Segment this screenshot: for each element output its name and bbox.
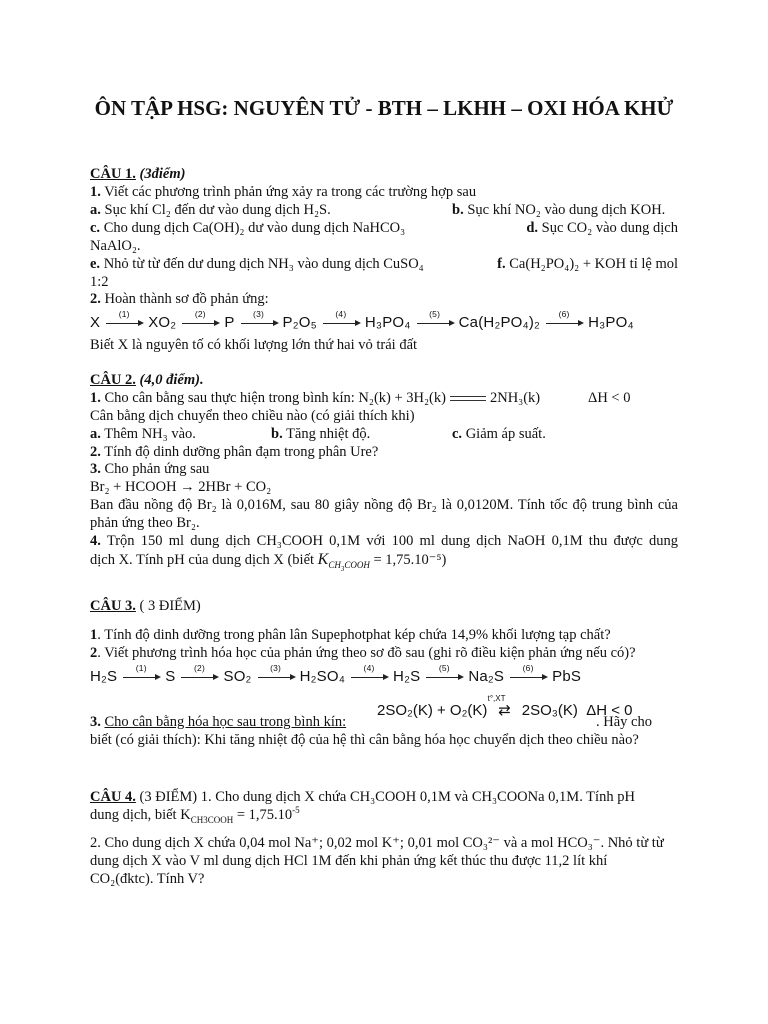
arrow-3: (3): [238, 314, 280, 331]
cau4-q1-b: dung dịch, biết $K_{CH3COOH} = 1,75.10^{-5}$: [90, 805, 300, 825]
cau1-q2: 2. Hoàn thành sơ đồ phản ứng:: [90, 291, 269, 307]
cau2-reaction: Br₂ + HCOOH → 2HBr + CO₂: [90, 479, 272, 495]
cau2-heading: CÂU 2. (4,0 điểm).: [90, 372, 204, 388]
cau1-scheme: X (1) XO₂ (2) P (3) P₂O₅ (4) H₃PO₄ (5) Ca(H₂PO₄)₂ (6) H₃PO₄: [90, 309, 634, 331]
cau3-q3-b: biết (có giải thích): Khi tăng nhiệt độ của hệ thì cân bằng hóa học chuyển dịch theo chiều nào?: [90, 732, 639, 748]
cau3-heading: CÂU 3. ( 3 ĐIỂM): [90, 598, 201, 614]
cau1-heading: [90, 166, 678, 183]
equilibrium-arrow: [450, 395, 486, 403]
page-title: ÔN TẬP HSG: NGUYÊN TỬ - BTH – LKHH – OXI HÓA KHỬ: [94, 96, 674, 120]
cau3-equilibrium: 2SO₂(K) + O₂(K) t°,XT ⇄ 2SO₃(K) ΔH < 0: [377, 694, 633, 719]
arrow-6: (6): [543, 314, 585, 331]
cau1-ab: a. Sục khí Cl₂ đến dư vào dung dịch H₂S. b. Sục khí NO₂ vào dung dịch KOH.: [90, 202, 666, 218]
cau1-note: Biết X là nguyên tố có khối lượng lớn thứ hai vỏ trái đất: [90, 337, 418, 353]
cau3-scheme: H₂S (1) S (2) SO₂ (3) H₂SO₄ (4) H₂S (5) Na₂S (6) PbS: [90, 663, 582, 685]
cau3-q1: 1. Tính độ dinh dưỡng trong phân lân Supephotphat kép chứa 14,9% khối lượng tạp chất?: [90, 627, 611, 643]
cau1-ef: e. Nhỏ từ từ đến dư dung dịch NH₃ vào dung dịch CuSO₄ f. Ca(H₂PO₄)₂ + KOH tỉ lệ mol: [90, 256, 678, 272]
arrow-1: (1): [103, 314, 145, 331]
cau4-q2-b: dung dịch X vào V ml dung dịch HCl 1M đến khi phản ứng kết thúc thu được 11,2 lít khí: [90, 853, 608, 869]
cau2-q4-a: 4. Trộn 150 ml dung dịch CH₃COOH 0,1M với 100 ml dung dịch NaOH 0,1M thu được dung: [90, 533, 678, 549]
cau2-q3: 3. Cho phản ứng sau: [90, 461, 210, 477]
cau1-f-cont: 1:2: [90, 274, 109, 290]
cau2-q3-text-a: Ban đầu nồng độ Br₂ là 0,016M, sau 80 giây nồng độ Br₂ là 0,0120M. Tính tốc độ trung bình của: [90, 497, 678, 513]
cau2-q4-b: dịch X. Tính pH của dung dịch X (biết $K_{CH_3COOH} = 1,75.10^{-5}$): [90, 551, 447, 573]
cau1-points: (3điểm): [139, 166, 186, 182]
cau2-q1b: Cân bằng dịch chuyển theo chiều nào (có giải thích khi): [90, 408, 415, 424]
cau3-q3-tail: . Hãy cho: [596, 714, 652, 730]
scheme-x: X: [90, 314, 101, 331]
cau4-q1-a: CÂU 4. (3 ĐIỂM) 1. Cho dung dịch X chứa CH₃COOH 0,1M và CH₃COONa 0,1M. Tính pH: [90, 789, 635, 805]
cau4-q2-a: 2. Cho dung dịch X chứa 0,04 mol Na⁺; 0,02 mol K⁺; 0,01 mol CO₃²⁻ và a mol HCO₃⁻. Nhỏ từ từ: [90, 835, 664, 851]
cau1-cd: c. Cho dung dịch Ca(OH)₂ dư vào dung dịch NaHCO₃ d. Sục CO₂ vào dung dịch: [90, 220, 678, 236]
cau1-q1: 1. Viết các phương trình phản ứng xảy ra trong các trường hợp sau: [90, 184, 477, 200]
cau2-q3-text-b: phản ứng theo Br₂.: [90, 515, 200, 531]
cau3-q3: 3. Cho cân bằng hóa học sau trong bình kín:: [90, 714, 347, 730]
cau1-label: CÂU 1.: [90, 166, 136, 182]
cau4-q2-c: CO₂(đktc). Tính V?: [90, 871, 205, 887]
cau2-abc: a. Thêm NH₃ vào. b. Tăng nhiệt độ. c. Giảm áp suất.: [90, 426, 546, 442]
cau2-q2: 2. Tính độ dinh dưỡng phân đạm trong phân Ure?: [90, 444, 379, 460]
cau3-q2: 2. Viết phương trình hóa học của phản ứng theo sơ đồ sau (ghi rõ điều kiện phản ứng nếu có)?: [90, 645, 636, 661]
arrow-4: (4): [320, 314, 362, 331]
cau2-q1: 1. Cho cân bằng sau thực hiện trong bình kín: N₂(k) + 3H₂(k) 2NH₃(k) ΔH < 0: [90, 390, 631, 406]
arrow-5: (5): [414, 314, 456, 331]
cau1-d-cont: NaAlO₂.: [90, 238, 141, 254]
arrow-2: (2): [179, 314, 221, 331]
